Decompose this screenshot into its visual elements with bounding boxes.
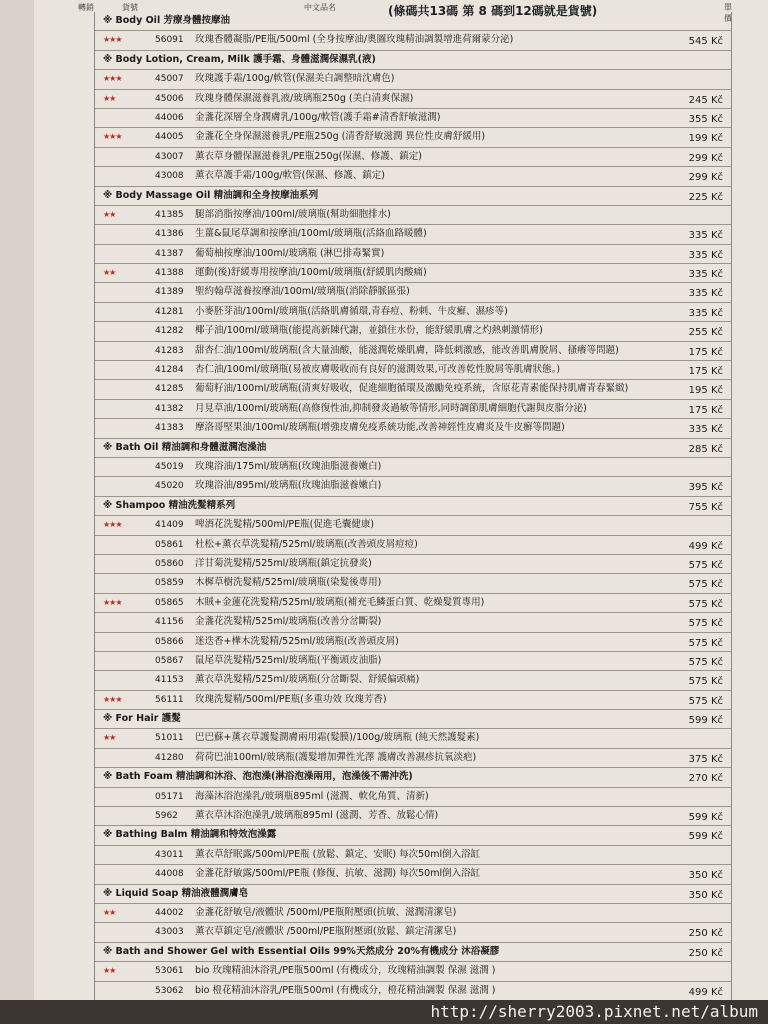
- price-list-page: [34, 0, 768, 1000]
- rating-stars: ★★★: [103, 597, 122, 607]
- product-code: 41388: [155, 268, 184, 279]
- table-row: [95, 322, 731, 341]
- section-header: [95, 710, 731, 729]
- rating-stars: ★★★: [103, 35, 122, 45]
- section-title: ※ Bath Oil 精油調和身體滋潤泡澡油: [103, 441, 267, 453]
- table-row: [95, 90, 731, 109]
- product-code: 41382: [155, 403, 184, 414]
- table-row: [95, 574, 731, 593]
- section-title: ※ Bath and Shower Gel with Essential Oils 99%天然成分 20%有機成分 沐浴凝膠: [103, 945, 500, 957]
- product-description: 運動(後)舒緩專用按摩油/100ml/玻璃瓶(舒緩肌肉酸痛): [195, 267, 427, 279]
- product-description: 金盞花洗髮精/525ml/玻璃瓶(改善分岔斷裂): [195, 616, 382, 628]
- table-row: [95, 206, 731, 225]
- rating-stars: ★★★: [103, 694, 122, 704]
- table-row: [95, 536, 731, 555]
- product-description: 月見草油/100ml/玻璃瓶(高修復性油,抑制發炎過敏等情形,同時調節肌膚細胞代謝與皮脂分泌): [195, 402, 587, 414]
- product-description: 木樨草樹洗髮精/525ml/玻璃瓶(染髮後專用): [195, 577, 382, 589]
- section-header: [95, 12, 731, 31]
- unit-price: 499 Kč: [688, 540, 723, 552]
- table-row: [95, 613, 731, 632]
- unit-price: 599 Kč: [688, 715, 723, 727]
- unit-price: 299 Kč: [688, 152, 723, 164]
- rating-stars: ★★: [103, 733, 116, 743]
- watermark-bar: [0, 1000, 768, 1024]
- table-row: [95, 458, 731, 477]
- table-row: [95, 245, 731, 264]
- section-title: ※ Bathing Balm 精油調和特效泡澡露: [103, 829, 277, 841]
- table-row: [95, 380, 731, 399]
- section-header: [95, 439, 731, 458]
- unit-price: 499 Kč: [688, 986, 723, 998]
- header-col-unit-price: 單價: [724, 3, 732, 23]
- product-code: 43003: [155, 927, 184, 938]
- product-code: 41281: [155, 306, 184, 317]
- table-row: [95, 846, 731, 865]
- section-title: ※ Body Massage Oil 精油調和全身按摩油系列: [103, 189, 319, 201]
- unit-price: 335 Kč: [688, 249, 723, 261]
- unit-price: 575 Kč: [688, 579, 723, 591]
- product-code: 43008: [155, 171, 184, 182]
- product-description: 金盞花深層全身潤膚乳/100g/軟管(護手霜#清香舒敏滋潤): [195, 111, 441, 123]
- product-description: 玫瑰浴油/175ml/玻璃瓶(玫瑰油脂滋養嫩白): [195, 460, 382, 472]
- product-code: 44005: [155, 132, 184, 143]
- table-row: [95, 128, 731, 147]
- product-description: 金盞花全身保濕滋養乳/PE瓶250g (清香舒敏滋潤 異位性皮膚舒緩用): [195, 131, 486, 143]
- table-row: [95, 109, 731, 128]
- section-header: [95, 885, 731, 904]
- table-row: [95, 264, 731, 283]
- section-title: ※ For Hair 護髮: [103, 713, 181, 725]
- product-code: 43007: [155, 151, 184, 162]
- unit-price: 255 Kč: [688, 327, 723, 339]
- header-col-sales: 轉銷: [78, 3, 94, 12]
- product-code: 41389: [155, 287, 184, 298]
- table-row: [95, 516, 731, 535]
- unit-price: 575 Kč: [688, 676, 723, 688]
- table-row: [95, 691, 731, 710]
- rating-stars: ★★: [103, 907, 116, 917]
- unit-price: 575 Kč: [688, 618, 723, 630]
- product-description: 玫瑰護手霜/100g/軟管(保濕美白調整暗沈膚色): [195, 73, 395, 85]
- product-code: 41385: [155, 209, 184, 220]
- unit-price: 395 Kč: [688, 482, 723, 494]
- rating-stars: ★★: [103, 93, 116, 103]
- unit-price: 375 Kč: [688, 753, 723, 765]
- product-code: 41383: [155, 423, 184, 434]
- rating-stars: ★★: [103, 209, 116, 219]
- product-code: 44006: [155, 112, 184, 123]
- product-description: 迷迭香+樺木洗髮精/525ml/玻璃瓶(改善頭皮屑): [195, 635, 399, 647]
- unit-price: 575 Kč: [688, 656, 723, 668]
- product-code: 41386: [155, 229, 184, 240]
- unit-price: 245 Kč: [688, 94, 723, 106]
- section-header: [95, 826, 731, 845]
- table-row: [95, 788, 731, 807]
- unit-price: 270 Kč: [688, 773, 723, 785]
- product-code: 41285: [155, 384, 184, 395]
- table-row: [95, 400, 731, 419]
- unit-price: 335 Kč: [688, 288, 723, 300]
- unit-price: 335 Kč: [688, 230, 723, 242]
- section-title: ※ Body Lotion, Cream, Milk 護手霜、身體滋潤保濕乳(液): [103, 53, 376, 65]
- product-code: 53062: [155, 985, 184, 996]
- section-header: [95, 51, 731, 70]
- product-code: 05860: [155, 558, 184, 569]
- product-code: 41283: [155, 345, 184, 356]
- product-description: 薰衣草鎮定皂/液體狀 /500ml/PE瓶附壓頭(放鬆、鎮定清潔皂): [195, 926, 457, 938]
- product-description: 玫瑰香體凝脂/PE瓶/500ml (全身按摩油/奧圖玫瑰精油調製增進荷爾蒙分泌): [195, 34, 514, 46]
- unit-price: 299 Kč: [688, 172, 723, 184]
- product-code: 05865: [155, 597, 184, 608]
- product-description: 荷荷巴油100ml/玻璃瓶(護髮增加彈性光澤 護膚改善濕疹抗氧淡疤): [195, 751, 477, 763]
- table-row: [95, 31, 731, 50]
- product-description: 玫瑰洗髮精/500ml/PE瓶(多重功效 玫瑰芳香): [195, 693, 387, 705]
- table-row: [95, 729, 731, 748]
- watermark-url: http://sherry2003.pixnet.net/album: [430, 1002, 758, 1021]
- product-description: bio 橙花精油沐浴乳/PE瓶500ml (有機成分，橙花精油調製 保濕 滋潤 ): [195, 984, 496, 996]
- rating-stars: ★★: [103, 966, 116, 976]
- section-header: [95, 768, 731, 787]
- unit-price: 575 Kč: [688, 598, 723, 610]
- table-row: [95, 962, 731, 981]
- product-description: 薰衣草沐浴泡澡乳/玻璃瓶895ml (滋潤、芳香、放鬆心情): [195, 810, 439, 822]
- table-row: [95, 904, 731, 923]
- table-row: [95, 865, 731, 884]
- product-description: 啤酒花洗髮精/500ml/PE瓶(促進毛囊健康): [195, 519, 375, 531]
- product-code: 05171: [155, 791, 184, 802]
- product-code: 41284: [155, 365, 184, 376]
- product-description: 葡萄柚按摩油/100ml/玻璃瓶 (淋巴排毒緊實): [195, 247, 385, 259]
- product-code: 51011: [155, 733, 184, 744]
- unit-price: 599 Kč: [688, 812, 723, 824]
- unit-price: 225 Kč: [688, 191, 723, 203]
- unit-price: 199 Kč: [688, 133, 723, 145]
- product-description: 葡萄籽油/100ml/玻璃瓶(清爽好吸收，促進細胞循環及激勵免疫系統，含原花青素能保持肌膚青春緊緻): [195, 383, 629, 395]
- product-code: 53061: [155, 966, 184, 977]
- table-row: [95, 555, 731, 574]
- unit-price: 350 Kč: [688, 870, 723, 882]
- product-code: 41153: [155, 675, 184, 686]
- table-row: [95, 70, 731, 89]
- table-row: [95, 671, 731, 690]
- table-row: [95, 225, 731, 244]
- product-code: 45006: [155, 93, 184, 104]
- table-row: [95, 419, 731, 438]
- rating-stars: ★★★: [103, 520, 122, 530]
- section-title: ※ Bath Foam 精油調和沐浴、泡泡澡(淋浴泡澡兩用，泡澡後不需沖洗): [103, 771, 413, 783]
- table-row: [95, 982, 731, 1000]
- product-description: 聖約翰草滋養按摩油/100ml/玻璃瓶(消除靜脈區張): [195, 286, 410, 298]
- product-description: 薰衣草身體保濕滋養乳/PE瓶250g(保濕、修護、鎮定): [195, 150, 423, 162]
- table-row: [95, 749, 731, 768]
- product-description: 玫瑰浴油/895ml/玻璃瓶(玫瑰油脂滋養嫩白): [195, 480, 382, 492]
- barcode-note: (條碼共13碼 第 8 碼到12碼就是貨號): [388, 4, 598, 18]
- product-code: 5962: [155, 811, 178, 822]
- product-description: 摩洛哥堅果油/100ml/玻璃瓶(增強皮膚免疫系統功能,改善神經性皮膚炎及牛皮癬等問題): [195, 422, 565, 434]
- product-description: 腿部消脂按摩油/100ml/玻璃瓶(幫助細胞排水): [195, 208, 391, 220]
- table-row: [95, 923, 731, 942]
- unit-price: 195 Kč: [688, 385, 723, 397]
- product-description: 甜杏仁油/100ml/玻璃瓶(含大量油酸，能滋潤乾燥肌膚，降低刺激感，能改善肌膚脫屑、搔癢等問題): [195, 344, 619, 356]
- unit-price: 575 Kč: [688, 559, 723, 571]
- unit-price: 335 Kč: [688, 269, 723, 281]
- table-row: [95, 342, 731, 361]
- rating-stars: ★★: [103, 268, 116, 278]
- table-row: [95, 283, 731, 302]
- product-code: 41156: [155, 617, 184, 628]
- unit-price: 355 Kč: [688, 113, 723, 125]
- product-code: 05866: [155, 636, 184, 647]
- table-row: [95, 807, 731, 826]
- section-header: [95, 943, 731, 962]
- unit-price: 599 Kč: [688, 831, 723, 843]
- header-col-code: 貨號: [122, 3, 138, 12]
- section-title: ※ Shampoo 精油洗髮精系列: [103, 499, 236, 511]
- product-description: 洋甘菊洗髮精/525ml/玻璃瓶(鎮定抗發炎): [195, 557, 372, 569]
- section-header: [95, 187, 731, 206]
- section-header: [95, 497, 731, 516]
- table-row: [95, 167, 731, 186]
- table-row: [95, 594, 731, 613]
- unit-price: 335 Kč: [688, 307, 723, 319]
- unit-price: 250 Kč: [688, 928, 723, 940]
- product-description: 鼠尾草洗髮精/525ml/玻璃瓶(平衡頭皮油脂): [195, 654, 382, 666]
- table-row: [95, 477, 731, 496]
- product-description: 木賊+金蓮花洗髮精/525ml/玻璃瓶(補充毛鱗蛋白質、乾燥髮質專用): [195, 596, 485, 608]
- table-row: [95, 361, 731, 380]
- product-description: bio 玫瑰精油沐浴乳/PE瓶500ml (有機成分，玫瑰精油調製 保濕 滋潤 ): [195, 965, 496, 977]
- price-table: [94, 12, 732, 1000]
- product-code: 56111: [155, 694, 184, 705]
- product-code: 05861: [155, 539, 184, 550]
- product-code: 43011: [155, 849, 184, 860]
- unit-price: 755 Kč: [688, 501, 723, 513]
- rating-stars: ★★★: [103, 74, 122, 84]
- product-description: 巴巴蘇+薰衣草護髮潤膚兩用霜(髮膜)/100g/玻璃瓶 (純天然護髮素): [195, 732, 480, 744]
- product-description: 生薑&鼠尾草調和按摩油/100ml/玻璃瓶(活絡血路暖體): [195, 228, 427, 240]
- table-row: [95, 652, 731, 671]
- product-description: 金盞花舒敏露/500ml/PE瓶 (修復、抗敏、滋潤) 每次50ml倒入浴缸: [195, 868, 481, 880]
- product-description: 杜松+薰衣草洗髮精/525ml/玻璃瓶(改善頭皮屑痘痘): [195, 538, 418, 550]
- product-code: 05859: [155, 578, 184, 589]
- product-description: 玫瑰身體保濕滋養乳液/玻璃瓶250g (美白清爽保濕): [195, 92, 414, 104]
- table-row: [95, 633, 731, 652]
- unit-price: 545 Kč: [688, 36, 723, 48]
- section-title: ※ Body Oil 芳療身體按摩油: [103, 15, 231, 26]
- product-code: 41280: [155, 752, 184, 763]
- paper-left-edge: [0, 0, 34, 1000]
- product-code: 45007: [155, 74, 184, 85]
- table-row: [95, 148, 731, 167]
- product-code: 44008: [155, 869, 184, 880]
- unit-price: 175 Kč: [688, 346, 723, 358]
- product-description: 海藻沐浴泡澡乳/玻璃瓶895ml (滋潤、軟化角質、清新): [195, 790, 429, 802]
- product-code: 56091: [155, 35, 184, 46]
- product-code: 41387: [155, 248, 184, 259]
- unit-price: 335 Kč: [688, 424, 723, 436]
- section-title: ※ Liquid Soap 精油液體潤膚皂: [103, 887, 249, 899]
- product-description: 薰衣草洗髮精/525ml/玻璃瓶(分岔斷裂、舒緩偏頭痛): [195, 674, 420, 686]
- product-code: 41409: [155, 520, 184, 531]
- product-code: 44002: [155, 907, 184, 918]
- product-description: 小麥胚芽油/100ml/玻璃瓶(活絡肌膚循環,青春痘、粉刺、牛皮癬、濕疹等): [195, 305, 508, 317]
- rating-stars: ★★★: [103, 132, 122, 142]
- product-code: 45019: [155, 461, 184, 472]
- unit-price: 175 Kč: [688, 366, 723, 378]
- product-description: 金盞花舒敏皂/液體狀 /500ml/PE瓶附壓頭(抗敏、滋潤清潔皂): [195, 906, 457, 918]
- unit-price: 575 Kč: [688, 695, 723, 707]
- unit-price: 350 Kč: [688, 889, 723, 901]
- product-description: 薰衣草護手霜/100g/軟管(保濕、修護、鎮定): [195, 170, 385, 182]
- product-code: 45020: [155, 481, 184, 492]
- product-code: 05867: [155, 655, 184, 666]
- product-description: 椰子油/100ml/玻璃瓶(能提高新陳代謝，並鎖住水份，能舒緩肌膚之灼熱刺激情形): [195, 325, 543, 337]
- unit-price: 175 Kč: [688, 404, 723, 416]
- product-description: 杏仁油/100ml/玻璃瓶(易被皮膚吸收而有良好的滋潤效果,可改善乾性脫屑等肌膚狀態。): [195, 364, 561, 376]
- product-description: 薰衣草舒眠露/500ml/PE瓶 (放鬆、鎮定、安眠) 每次50ml倒入浴缸: [195, 848, 481, 860]
- unit-price: 575 Kč: [688, 637, 723, 649]
- table-row: [95, 303, 731, 322]
- unit-price: 250 Kč: [688, 947, 723, 959]
- unit-price: 285 Kč: [688, 443, 723, 455]
- product-code: 41282: [155, 326, 184, 337]
- header-col-name: 中文品名: [304, 3, 336, 12]
